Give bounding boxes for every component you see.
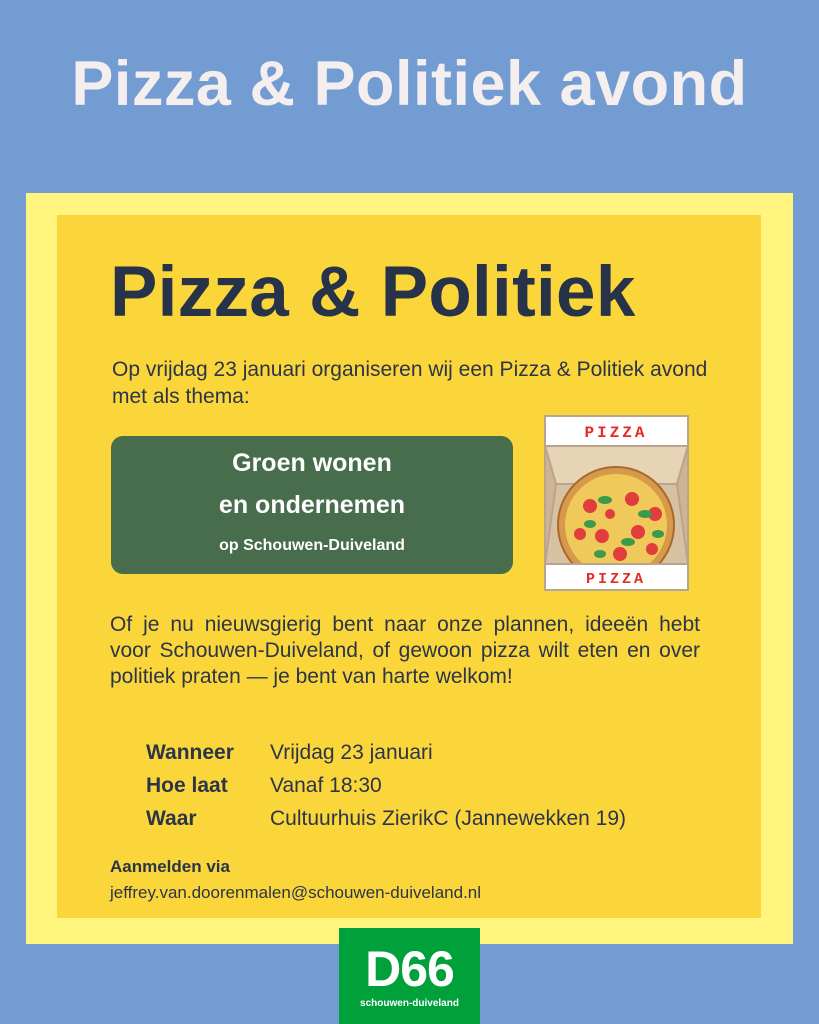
- intro-text: Op vrijdag 23 januari organiseren wij een Pizza & Politiek avond met als thema:: [112, 358, 708, 408]
- page-title: Pizza & Politiek avond: [71, 49, 748, 119]
- detail-label: Hoe laat: [146, 774, 228, 797]
- signup-email-link[interactable]: jeffrey.van.doorenmalen@schouwen-duiveland.nl: [110, 883, 482, 902]
- d66-logo: [339, 928, 480, 1024]
- signup-label: Aanmelden via: [110, 857, 230, 876]
- detail-value: Vanaf 18:30: [270, 774, 382, 797]
- theme-line-1: Groen wonen: [232, 449, 392, 477]
- body-text: Of je nu nieuwsgierig bent naar onze plannen, ideeën hebt voor Schouwen-Duiveland, of gewoon pizza wilt eten en over politiek praten — je bent van harte welkom!: [110, 613, 700, 688]
- pizza-box-top-label: PIZZA: [584, 424, 648, 442]
- theme-line-3: op Schouwen-Duiveland: [219, 537, 405, 554]
- theme-box: [111, 436, 513, 574]
- detail-label: Wanneer: [146, 741, 234, 764]
- detail-value: Cultuurhuis ZierikC (Jannewekken 19): [270, 807, 626, 830]
- theme-line-2: en ondernemen: [218, 491, 406, 519]
- detail-value: Vrijdag 23 januari: [270, 741, 433, 764]
- pizza-box-bottom-label: PIZZA: [585, 571, 647, 588]
- pizza-box-icon: [540, 414, 692, 594]
- logo-main-text: D66: [365, 941, 454, 997]
- logo-sub-text: schouwen-duiveland: [360, 998, 459, 1009]
- flyer-headline: Pizza & Politiek: [110, 253, 636, 332]
- detail-label: Waar: [146, 807, 197, 830]
